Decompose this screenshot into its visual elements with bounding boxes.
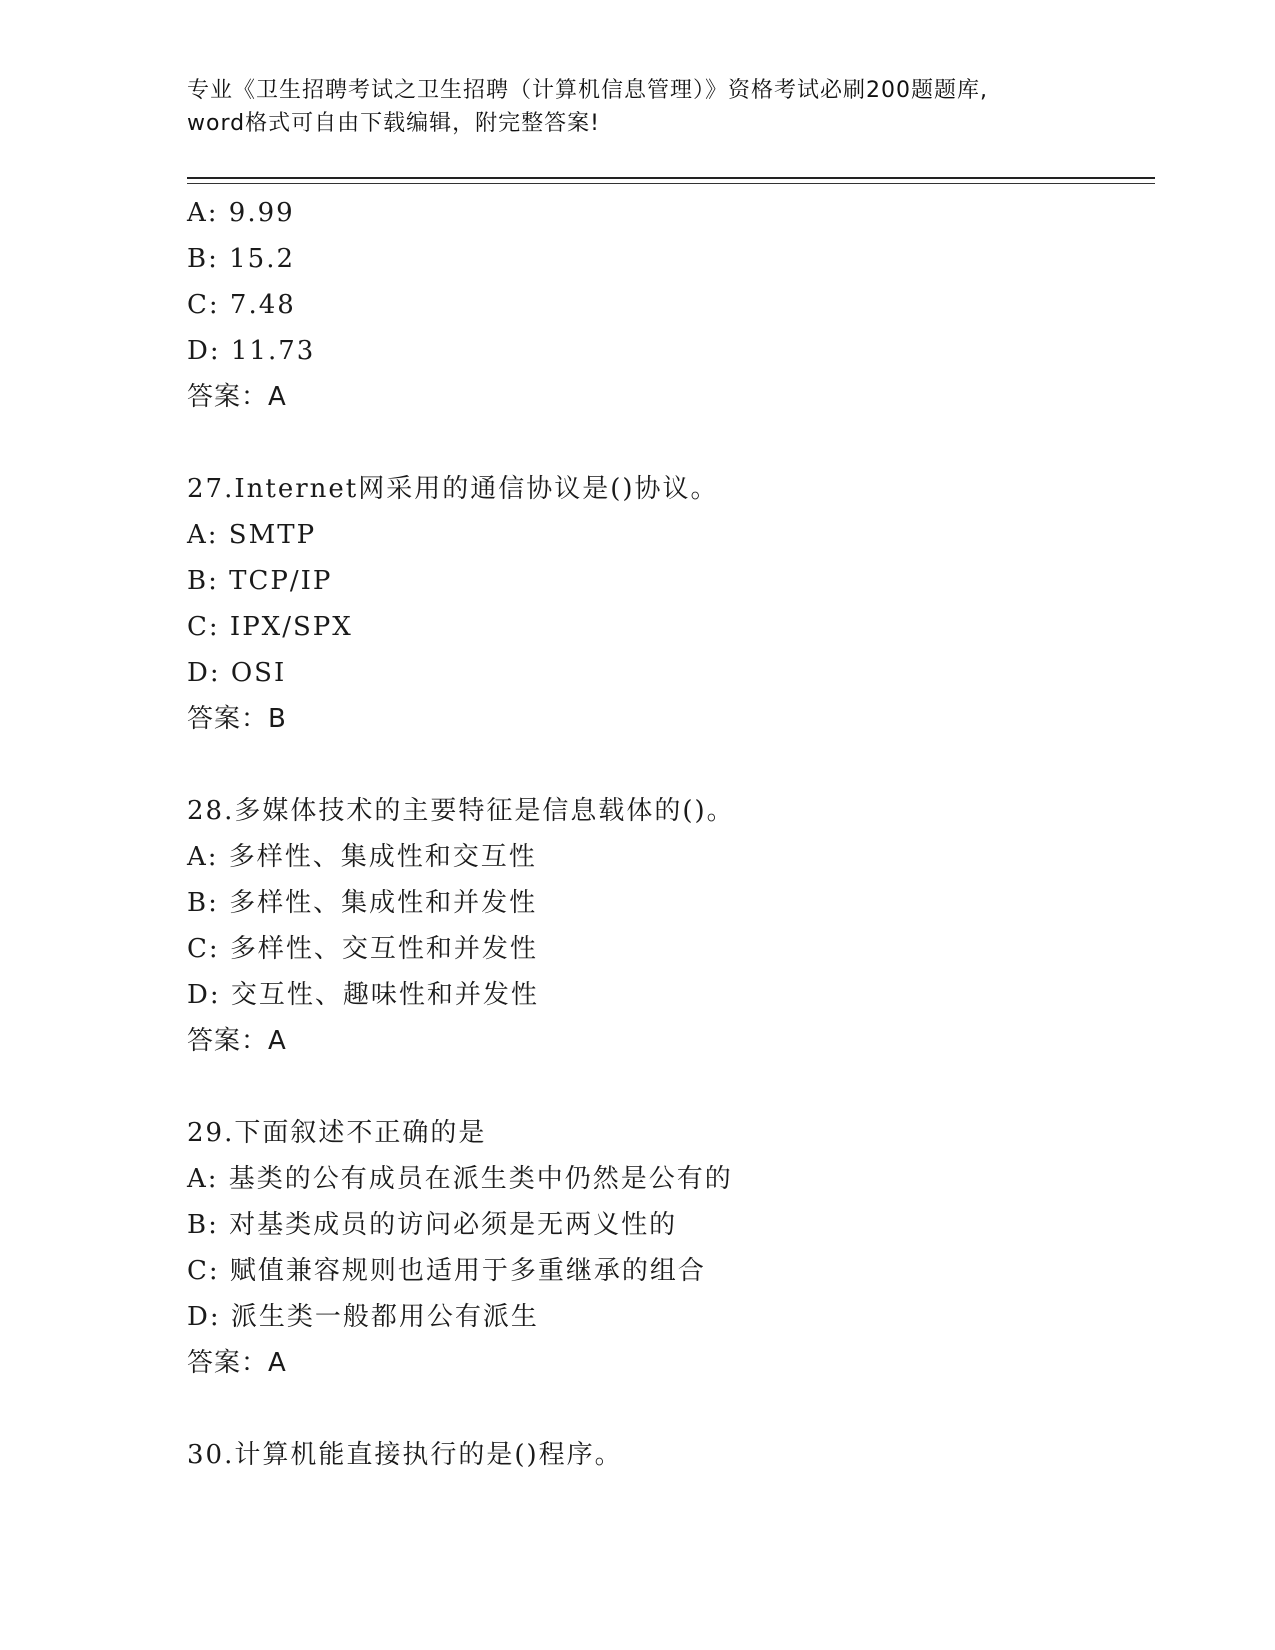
header-title-line-2: word格式可自由下载编辑，附完整答案! bbox=[187, 111, 600, 136]
answer-line: 答案：A bbox=[187, 1026, 287, 1056]
answer-line: 答案：B bbox=[187, 704, 287, 734]
option-b: B: 15.2 bbox=[187, 244, 296, 274]
document-header bbox=[187, 74, 1087, 140]
option-a: A: SMTP bbox=[187, 520, 317, 550]
spacer bbox=[187, 1386, 1147, 1432]
spacer bbox=[187, 420, 1147, 466]
answer-line: 答案：A bbox=[187, 1348, 287, 1378]
question-text: 30.计算机能直接执行的是()程序。 bbox=[187, 1440, 623, 1470]
header-divider-thin bbox=[187, 183, 1155, 184]
question-28 bbox=[187, 788, 1147, 1064]
question-list bbox=[187, 190, 1147, 1478]
option-c: C: 7.48 bbox=[187, 290, 296, 320]
question-30 bbox=[187, 1432, 1147, 1478]
option-a: A: 9.99 bbox=[187, 198, 295, 228]
option-a: A: 基类的公有成员在派生类中仍然是公有的 bbox=[187, 1164, 733, 1194]
option-b: B: 多样性、集成性和并发性 bbox=[187, 888, 538, 918]
option-c: C: 赋值兼容规则也适用于多重继承的组合 bbox=[187, 1256, 706, 1286]
question-27 bbox=[187, 466, 1147, 742]
option-d: D: OSI bbox=[187, 658, 287, 688]
option-c: C: 多样性、交互性和并发性 bbox=[187, 934, 538, 964]
question-text: 28.多媒体技术的主要特征是信息载体的()。 bbox=[187, 796, 735, 826]
answer-line: 答案：A bbox=[187, 382, 287, 412]
question-text: 27.Internet网采用的通信协议是()协议。 bbox=[187, 474, 719, 504]
option-a: A: 多样性、集成性和交互性 bbox=[187, 842, 537, 872]
question-29 bbox=[187, 1110, 1147, 1386]
option-b: B: TCP/IP bbox=[187, 566, 333, 596]
spacer bbox=[187, 1064, 1147, 1110]
header-divider-thick bbox=[187, 177, 1155, 179]
option-d: D: 交互性、趣味性和并发性 bbox=[187, 980, 539, 1010]
option-d: D: 派生类一般都用公有派生 bbox=[187, 1302, 539, 1332]
option-c: C: IPX/SPX bbox=[187, 612, 353, 642]
header-title-line-1: 专业《卫生招聘考试之卫生招聘（计算机信息管理）》资格考试必刷200题题库, bbox=[187, 78, 988, 103]
question-text: 29.下面叙述不正确的是 bbox=[187, 1118, 487, 1148]
option-d: D: 11.73 bbox=[187, 336, 316, 366]
option-b: B: 对基类成员的访问必须是无两义性的 bbox=[187, 1210, 678, 1240]
spacer bbox=[187, 742, 1147, 788]
question-26 bbox=[187, 190, 1147, 420]
